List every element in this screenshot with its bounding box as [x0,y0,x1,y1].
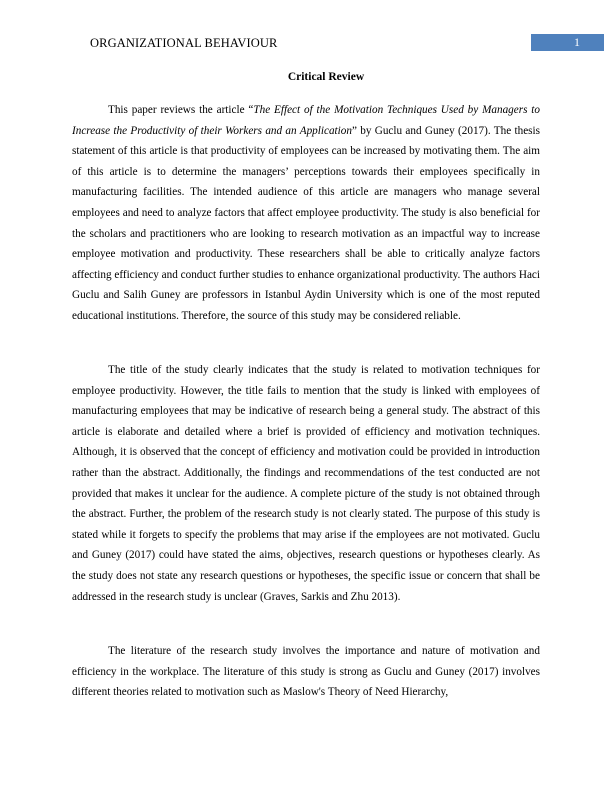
running-head-title: ORGANIZATIONAL BEHAVIOUR [90,36,278,50]
page-number-box [531,34,604,51]
page-number: 1 [574,35,580,49]
paragraph-1-lead: This paper reviews the article “ [108,104,254,116]
body-paragraph-1 [72,100,540,327]
paragraph-1-rest: ” by Guclu and Guney (2017). The thesis statement of this article is that productivity of employees can be increased by motivating them. The aim of this article is to determine the managers’ perceptions towards their employees specifically in manufacturing facilities. The intended audience of this article are managers who manage several employees and need to analyze factors that affect employee productivity. The study is also beneficial for the scholars and practitioners who are looking to research motivation as an impactful way to increase employee motivation and productivity. These researchers shall be able to critically analyze factors affecting efficiency and conduct further studies to enhance organizational productivity. The authors Haci Guclu and Salih Guney are professors in Istanbul Aydin University which is one of the most reputed educational institutions. Therefore, the source of this study may be considered reliable. [72,124,540,322]
article-title: The Effect of the Motivation Techniques Used by Managers to Increase the Productivity of their Workers and an Application [72,104,541,137]
document-title: Critical Review [287,71,365,83]
body-paragraph-2: The title of the study clearly indicates that the study is related to motivation techniques for employee productivity. However, the title fails to mention that the study is linked with employees of manufacturing employees that may be indicative of research being a general study. The abstract of this article is elaborate and detailed where a brief is provided of efficiency and motivation techniques. Although, it is observed that the concept of efficiency and motivation could be provided in introduction rather than the abstract. Additionally, the findings and recommendations of the test conducted are not provided that makes it unclear for the audience. A complete picture of the study is not obtained through the abstract. Further, the problem of the research study is not clearly stated. The purpose of this study is stated while it forgets to specify the problems that may arise if the employees are not motivated. Guclu and Guney (2017) could have stated the aims, objectives, research questions or hypotheses clearly. As the study does not state any research questions or hypotheses, the specific issue or concern that shall be addressed in the research study is unclear (Graves, Sarkis and Zhu 2013). [72,364,540,603]
body-paragraph-3: The literature of the research study involves the importance and nature of motivation and efficiency in the workplace. The literature of this study is strong as Guclu and Guney (2017) involves different theories related to motivation such as Maslow's Theory of Need Hierarchy, [72,645,540,699]
